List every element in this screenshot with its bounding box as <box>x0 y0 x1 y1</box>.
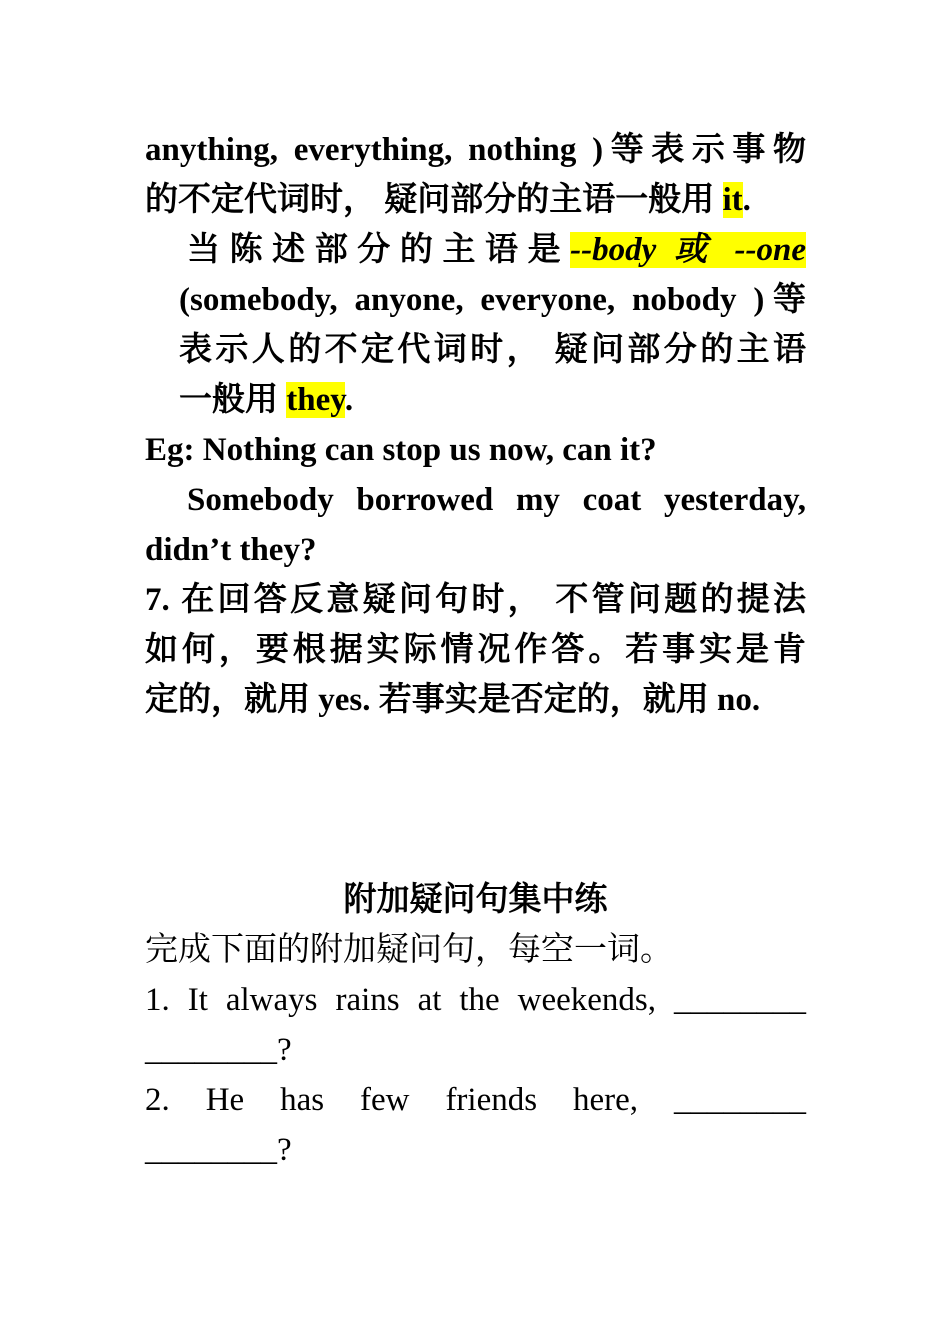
rule-line-6 <box>145 375 806 425</box>
section-spacer <box>145 725 806 875</box>
highlight-body-one: --body 或 --one <box>570 232 806 268</box>
exercise-title <box>145 875 806 925</box>
rule-7-line-2-text: 如何，要根据实际情况作答。若事实是肯 <box>145 632 806 668</box>
rule-line-1-text: anything, everything, nothing )等表示事物 <box>145 132 806 168</box>
document-page <box>145 125 806 1175</box>
highlight-they: they <box>286 382 345 418</box>
rule-line-6-prefix: 一般用 <box>179 382 287 418</box>
example-1 <box>145 425 806 475</box>
rule-line-5-text: 表示人的不定代词时， 疑问部分的主语 <box>179 332 806 368</box>
rule-line-1 <box>145 125 806 175</box>
example-2-line-1 <box>145 475 806 525</box>
rule-line-4 <box>145 275 806 325</box>
example-2-line-1-text: Somebody borrowed my coat yesterday, <box>187 482 806 518</box>
question-1-line-2 <box>145 1025 806 1075</box>
question-2-line-2 <box>145 1125 806 1175</box>
rule-line-5 <box>145 325 806 375</box>
exercise-title-text: 附加疑问句集中练 <box>343 882 608 918</box>
question-2-line-1 <box>145 1075 806 1125</box>
example-2-line-2 <box>145 525 806 575</box>
question-1-line-1-text: 1. It always rains at the weekends, ________ <box>145 982 806 1018</box>
rule-7-line-2 <box>145 625 806 675</box>
rule-line-2-prefix: 的不定代词时， 疑问部分的主语一般用 <box>145 182 723 218</box>
rule-line-2 <box>145 175 806 225</box>
example-2-line-2-text: didn’t they? <box>145 532 317 568</box>
example-1-text: Eg: Nothing can stop us now, can it? <box>145 432 657 468</box>
rule-line-2-suffix: . <box>742 182 751 218</box>
exercise-instruction <box>145 925 806 975</box>
rule-7-line-1 <box>145 575 806 625</box>
rule-line-3 <box>145 225 806 275</box>
rule-7-line-1-text: 7. 在回答反意疑问句时， 不管问题的提法 <box>145 582 806 618</box>
highlight-it: it <box>722 182 743 218</box>
question-1-line-1 <box>145 975 806 1025</box>
question-2-line-2-text: ________? <box>145 1132 292 1168</box>
rule-line-4-text: (somebody, anyone, everyone, nobody )等 <box>179 282 806 318</box>
rule-7-line-3-text: 定的，就用 yes. 若事实是否定的，就用 no. <box>145 682 761 718</box>
exercise-instruction-text: 完成下面的附加疑问句，每空一词。 <box>145 932 673 968</box>
rule-line-3-prefix: 当陈述部分的主语是 <box>187 232 571 268</box>
rule-line-6-suffix: . <box>344 382 354 418</box>
question-1-line-2-text: ________? <box>145 1032 292 1068</box>
question-2-line-1-text: 2. He has few friends here, ________ <box>145 1082 806 1118</box>
rule-7-line-3 <box>145 675 806 725</box>
